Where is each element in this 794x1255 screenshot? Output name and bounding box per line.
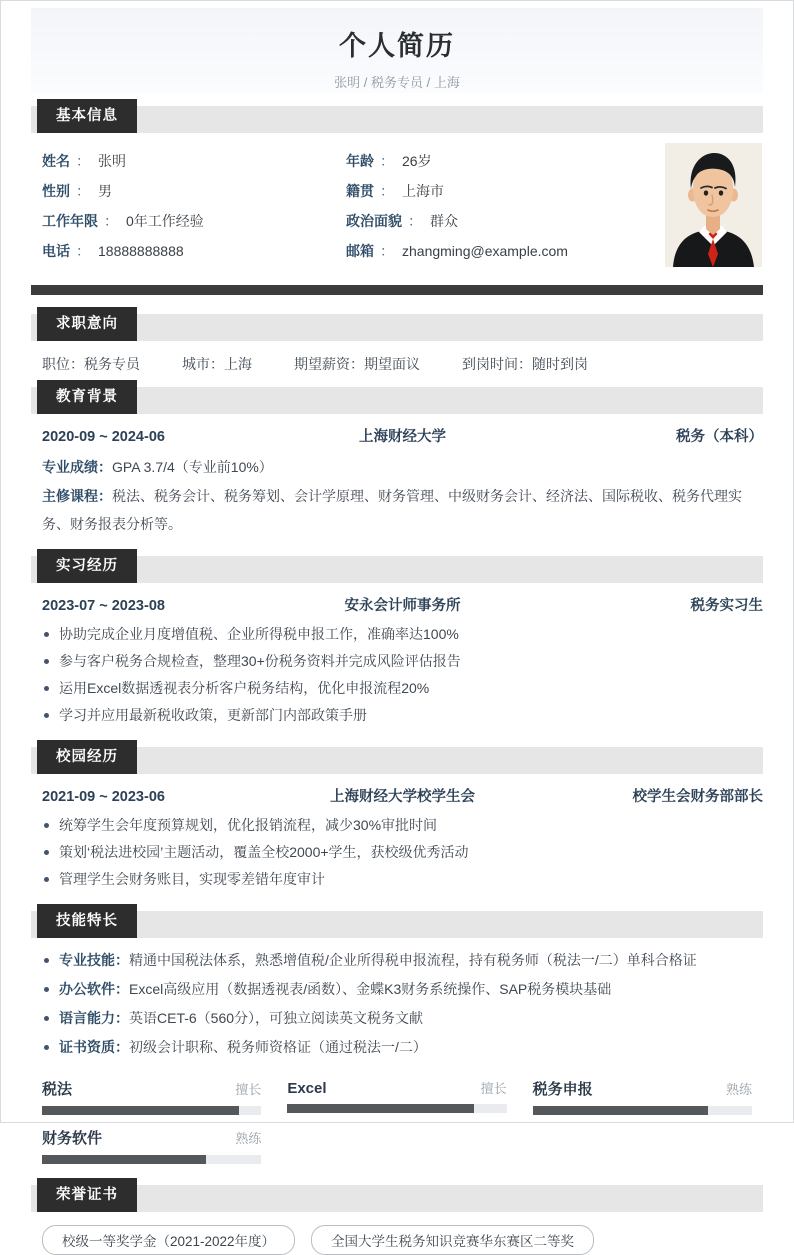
internship-bullet [42,702,763,729]
bullet-dot-icon [44,686,49,691]
campus-block [31,774,763,899]
section-title-basic: 基本信息 [37,99,137,133]
skill-bar-excel [287,1078,506,1115]
education-gpa-line [42,453,763,481]
section-bar [31,1185,763,1212]
education-block [31,414,763,544]
internship-block [31,583,763,735]
kv-text: 税法、税务会计、税务筹划、会计学原理、财务管理、中级财务会计、经济法、国际税收、税务代理实务、财务报表分析等。 [42,488,742,532]
skill-bullet-text: 英语CET-6（560分），可独立阅读英文税务文献 [129,1010,424,1026]
bullet-dot-icon [44,958,49,963]
bullet-dot-icon [44,632,49,637]
skills-block [31,938,763,1068]
field-colon: ： [76,183,90,199]
section-bar [31,747,763,774]
skill-bars-grid [42,1078,752,1164]
field-label: 性别 [42,183,70,199]
kv-label: 专业成绩： [42,459,112,475]
internship-company: 安永会计师事务所 [344,598,461,614]
skill-bar-financesoftware [42,1127,261,1164]
bullet-text: 策划‘税法进校园’主题活动，覆盖全校2000+学生，获校级优秀活动 [59,844,469,860]
skill-level: 擅长 [235,1082,262,1097]
skill-fill [533,1106,708,1115]
field-experience-years [42,206,346,236]
field-label: 姓名 [42,153,70,169]
field-label: 年龄 [346,153,374,169]
portrait-photo [665,143,762,267]
skill-bullet-label: 专业技能： [59,952,129,968]
internship-role: 税务实习生 [690,598,763,614]
education-courses-line [42,482,763,538]
skill-level: 熟练 [235,1131,262,1146]
skill-track [42,1155,261,1164]
intent-city: 城市：上海 [182,356,252,372]
skill-bar-taxlaw [42,1078,261,1115]
bullet-text: 管理学生会财务账目，实现零差错年度审计 [59,871,325,887]
skill-bullet-text: Excel高级应用（数据透视表/函数）、金蝶K3财务系统操作、SAP税务模块基础 [129,981,612,997]
kv-label: 主修课程： [42,488,112,504]
section-header-campus [31,740,763,774]
section-bar [31,911,763,938]
honor-pill: 校级一等奖学金（2021-2022年度） [42,1225,295,1255]
skill-bullet [42,975,763,1004]
bullet-text: 参与客户税务合规检查，整理30+份税务资料并完成风险评估报告 [59,653,461,669]
field-value: 群众 [430,213,458,229]
skill-bullet [42,946,763,975]
campus-headline [42,782,763,812]
bullet-text: 运用Excel数据透视表分析客户税务结构，优化申报流程20% [59,680,430,696]
page-title: 个人简历 [339,31,455,61]
page-subtitle: 张明 / 税务专员 / 上海 [334,75,460,90]
field-value: 18888888888 [98,243,184,259]
field-colon: ： [76,243,90,259]
skill-track [533,1106,752,1115]
honors-row [42,1225,763,1255]
skill-name: 税法 [42,1081,73,1098]
portrait-illustration [665,143,762,267]
section-header-skills [31,904,763,938]
field-value: 0年工作经验 [126,213,204,229]
campus-bullet [42,866,763,893]
skill-name: 税务申报 [532,1081,593,1098]
skill-fill [42,1155,206,1164]
field-phone [42,236,346,266]
skill-bullet [42,1033,763,1062]
field-value: 26岁 [402,153,432,169]
field-value: 上海市 [402,183,444,199]
section-bar [31,556,763,583]
basic-info-block [31,133,763,275]
field-colon: ： [408,213,422,229]
section-header-honors [31,1178,763,1212]
bullet-text: 统筹学生会年度预算规划，优化报销流程，减少30%审批时间 [59,817,438,833]
intent-position: 职位：税务专员 [42,356,140,372]
honor-pill: 全国大学生税务知识竞赛华东赛区二等奖 [311,1225,594,1255]
field-value: 张明 [98,153,126,169]
campus-organization: 上海财经大学校学生会 [330,789,475,805]
field-name [42,146,346,176]
basic-info-left-column [42,146,346,266]
intent-salary: 期望薪资：期望面议 [294,356,420,372]
internship-date: 2023-07 ~ 2023-08 [42,598,165,614]
skill-level: 熟练 [725,1082,752,1097]
job-intent-row [31,341,763,380]
skill-level: 擅长 [480,1081,507,1096]
section-title-education: 教育背景 [37,380,137,414]
field-label: 籍贯 [346,183,374,199]
section-bar [31,314,763,341]
internship-bullet [42,621,763,648]
kv-text: GPA 3.7/4（专业前10%） [112,459,273,475]
education-headline [42,422,763,452]
section-bar [31,106,763,133]
skill-fill [42,1106,239,1115]
field-colon: ： [104,213,118,229]
campus-bullet [42,839,763,866]
field-label: 政治面貌 [346,213,402,229]
field-colon: ： [380,153,394,169]
bullet-dot-icon [44,1016,49,1021]
skill-track [42,1106,261,1115]
bullet-dot-icon [44,659,49,664]
campus-bullet [42,812,763,839]
skill-fill [287,1104,473,1113]
field-value: 男 [98,183,112,199]
bullet-dot-icon [44,713,49,718]
skill-bullet-text: 精通中国税法体系，熟悉增值税/企业所得税申报流程，持有税务师（税法一/二）单科合格证 [129,952,697,968]
section-header-internship [31,549,763,583]
resume-header [31,8,763,93]
section-title-campus: 校园经历 [37,740,137,774]
field-label: 工作年限 [42,213,98,229]
bullet-dot-icon [44,987,49,992]
education-school: 上海财经大学 [359,429,446,445]
skill-bullet-text: 初级会计职称、税务师资格证（通过税法一/二） [129,1039,427,1055]
section-title-honors: 荣誉证书 [37,1178,137,1212]
education-major: 税务（本科） [676,429,763,445]
section-title-skills: 技能特长 [37,904,137,938]
bullet-dot-icon [44,877,49,882]
field-colon: ： [380,243,394,259]
field-gender [42,176,346,206]
section-header-education [31,380,763,414]
skill-name: 财务软件 [42,1130,103,1147]
skill-name: Excel [287,1080,327,1097]
intent-availability: 到岗时间：随时到岗 [462,356,588,372]
section-header-basic [31,99,763,133]
skill-bullet-label: 语言能力： [59,1010,129,1026]
section-divider [31,285,763,295]
resume-page [31,8,763,1255]
section-bar [31,387,763,414]
bullet-text: 学习并应用最新税收政策，更新部门内部政策手册 [59,707,367,723]
section-title-intent: 求职意向 [37,307,137,341]
skill-bullet-label: 证书资质： [59,1039,129,1055]
skill-track [287,1104,506,1113]
education-date: 2020-09 ~ 2024-06 [42,429,165,445]
field-label: 电话 [42,243,70,259]
section-title-internship: 实习经历 [37,549,137,583]
field-label: 邮箱 [346,243,374,259]
section-header-intent [31,307,763,341]
field-value: zhangming@example.com [402,243,568,259]
bullet-dot-icon [44,850,49,855]
skill-bar-taxfiling [533,1078,752,1115]
campus-date: 2021-09 ~ 2023-06 [42,789,165,805]
internship-headline [42,591,763,621]
bullet-text: 协助完成企业月度增值税、企业所得税申报工作，准确率达100% [59,626,459,642]
bullet-dot-icon [44,823,49,828]
campus-role: 校学生会财务部部长 [632,789,763,805]
field-colon: ： [76,153,90,169]
field-colon: ： [380,183,394,199]
internship-bullet [42,648,763,675]
bullet-dot-icon [44,1045,49,1050]
skill-bullet-label: 办公软件： [59,981,129,997]
internship-bullet [42,675,763,702]
skill-bullet [42,1004,763,1033]
